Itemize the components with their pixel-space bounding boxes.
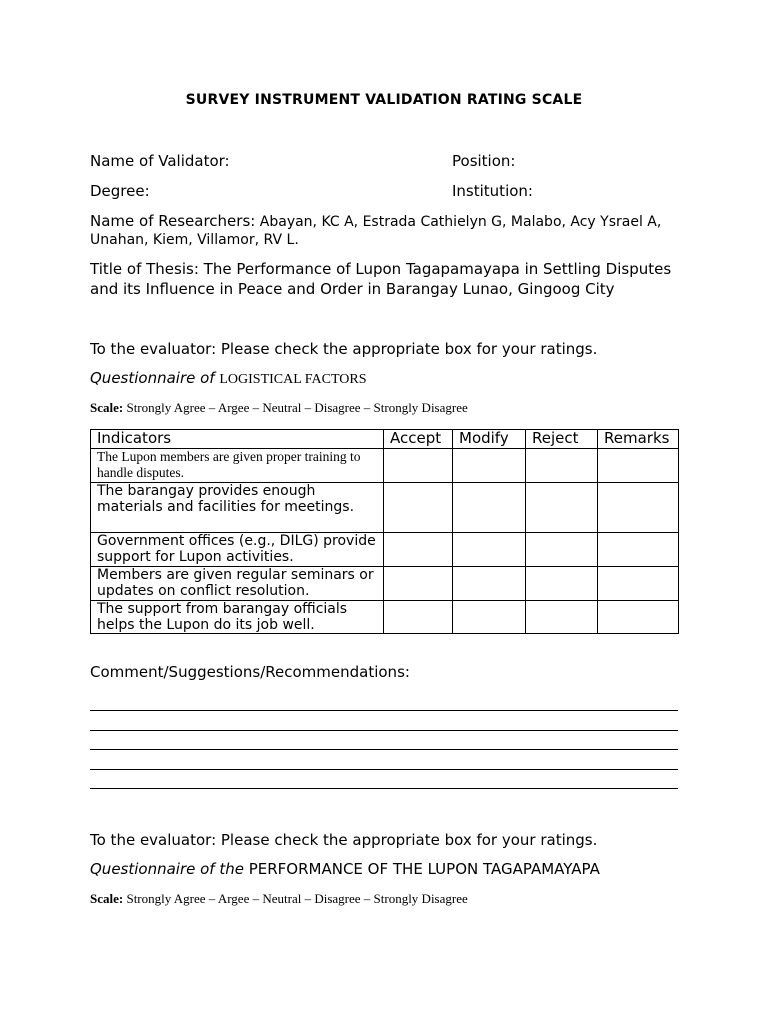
section1-questionnaire-topic: LOGISTICAL FACTORS [219,372,367,387]
section1-scale-label: Scale: [90,400,124,415]
indicator-cell: The Lupon members are given proper training to handle disputes. [91,449,384,483]
table-header-row [91,430,679,449]
header-accept: Accept [384,430,453,449]
page-title: SURVEY INSTRUMENT VALIDATION RATING SCALE [185,92,583,108]
remarks-cell[interactable] [598,483,679,533]
section1-instruction: To the evaluator: Please check the appropriate box for your ratings. [90,340,598,358]
section1-questionnaire-prefix: Questionnaire of [90,369,220,387]
comment-line[interactable] [90,769,678,770]
section2-questionnaire-prefix: Questionnaire of the [90,860,249,878]
header-indicators: Indicators [91,430,384,449]
table-row [91,567,679,601]
institution-label: Institution: [452,182,533,200]
accept-checkbox-cell[interactable] [384,449,453,483]
position-label: Position: [452,152,516,170]
table-row [91,533,679,567]
comment-line[interactable] [90,788,678,789]
section2-scale [90,891,468,907]
section2-questionnaire-topic: PERFORMANCE OF THE LUPON TAGAPAMAYAPA [248,860,600,878]
remarks-cell[interactable] [598,567,679,601]
modify-checkbox-cell[interactable] [453,601,526,634]
modify-checkbox-cell[interactable] [453,567,526,601]
researchers-names-line2: Unahan, Kiem, Villamor, RV L. [90,232,299,248]
remarks-cell[interactable] [598,601,679,634]
reject-checkbox-cell[interactable] [526,567,598,601]
researchers-names-line1: Abayan, KC A, Estrada Cathielyn G, Malabo, Acy Ysrael A, [255,214,662,230]
modify-checkbox-cell[interactable] [453,483,526,533]
accept-checkbox-cell[interactable] [384,483,453,533]
table-row [91,449,679,483]
section2-scale-label: Scale: [90,891,124,906]
indicator-cell: Government offices (e.g., DILG) provide support for Lupon activities. [91,533,384,567]
comment-line[interactable] [90,710,678,711]
section1-scale-text: Strongly Agree – Argee – Neutral – Disagree – Strongly Disagree [123,400,468,415]
reject-checkbox-cell[interactable] [526,449,598,483]
accept-checkbox-cell[interactable] [384,567,453,601]
table-row [91,601,679,634]
remarks-cell[interactable] [598,449,679,483]
indicator-cell: The support from barangay officials helps the Lupon do its job well. [91,601,384,634]
accept-checkbox-cell[interactable] [384,601,453,634]
researchers-label: Name of Researchers: [90,212,256,230]
thesis-title-line1: Title of Thesis: The Performance of Lupon Tagapamayapa in Settling Disputes [90,260,672,278]
rating-table [90,429,679,634]
indicator-cell: The barangay provides enough materials and facilities for meetings. [91,483,384,533]
indicator-cell: Members are given regular seminars or updates on conflict resolution. [91,567,384,601]
table-row [91,483,679,533]
accept-checkbox-cell[interactable] [384,533,453,567]
modify-checkbox-cell[interactable] [453,449,526,483]
section2-scale-text: Strongly Agree – Argee – Neutral – Disagree – Strongly Disagree [123,891,468,906]
section1-scale [90,400,468,416]
header-remarks: Remarks [598,430,679,449]
thesis-title-line2: and its Influence in Peace and Order in Barangay Lunao, Gingoog City [90,280,615,298]
reject-checkbox-cell[interactable] [526,601,598,634]
degree-label: Degree: [90,182,150,200]
modify-checkbox-cell[interactable] [453,533,526,567]
comment-line[interactable] [90,730,678,731]
validator-label: Name of Validator: [90,152,230,170]
reject-checkbox-cell[interactable] [526,533,598,567]
remarks-cell[interactable] [598,533,679,567]
header-reject: Reject [526,430,598,449]
header-modify: Modify [453,430,526,449]
section1-questionnaire-heading [90,368,367,388]
comment-line[interactable] [90,749,678,750]
section2-questionnaire-heading [90,860,600,878]
researchers-field [90,212,661,230]
comments-label: Comment/Suggestions/Recommendations: [90,663,410,681]
reject-checkbox-cell[interactable] [526,483,598,533]
section2-instruction: To the evaluator: Please check the appropriate box for your ratings. [90,831,598,849]
